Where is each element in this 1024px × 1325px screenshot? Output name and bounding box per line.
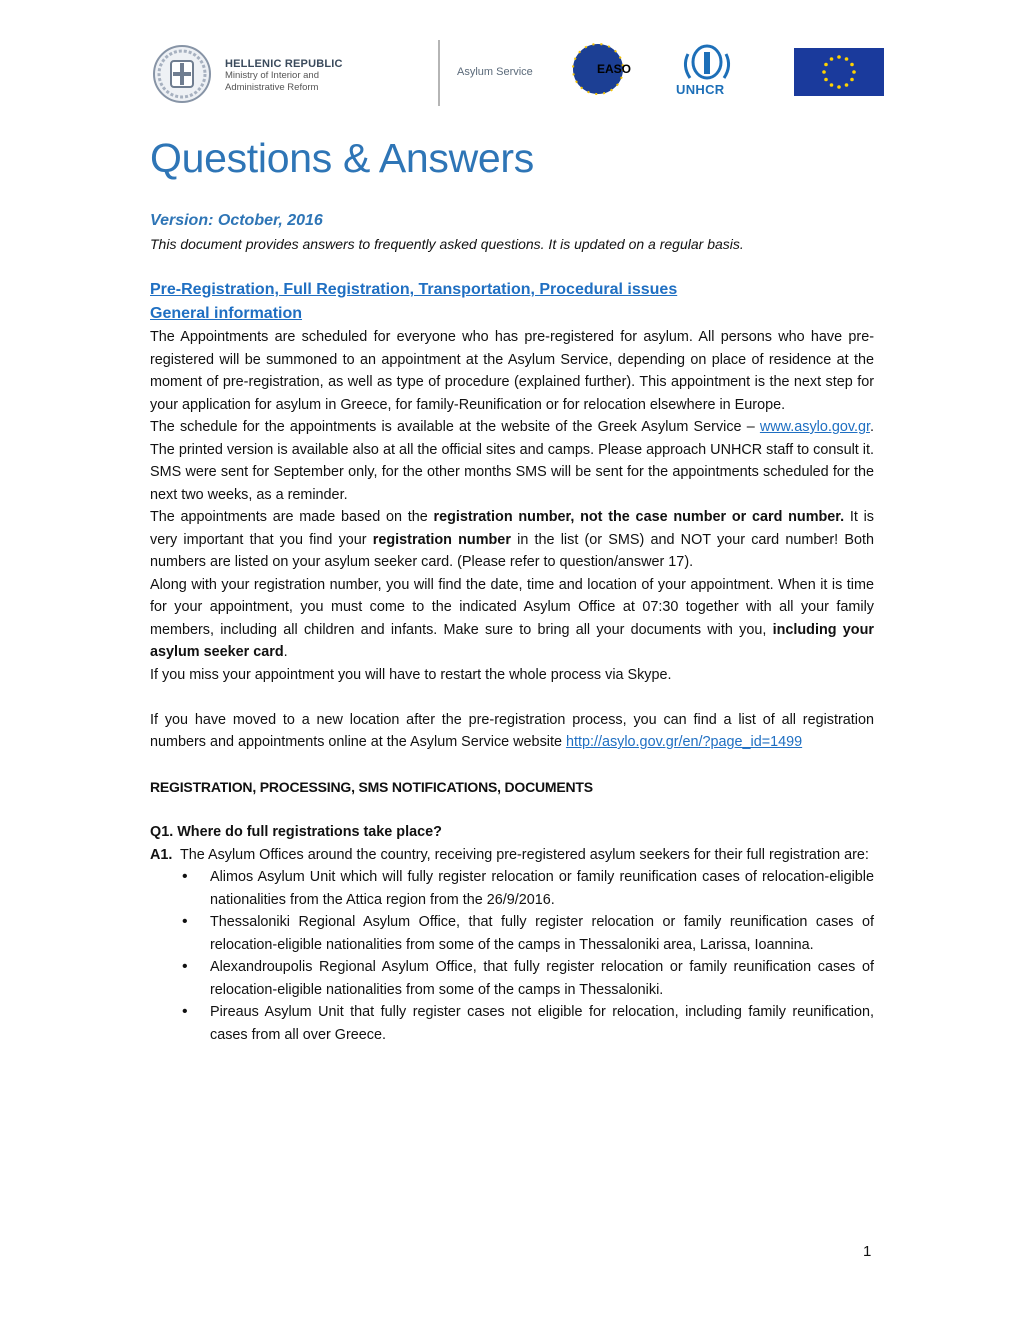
bullet-icon: •: [182, 958, 188, 975]
answer-1-label: A1.: [150, 846, 173, 863]
answer-1-text: The Asylum Offices around the country, receiving pre-registered asylum seekers for their full registration are:: [180, 846, 869, 863]
spacer: [150, 686, 874, 709]
regnum-text-2: It is very important that you find your: [150, 509, 874, 548]
unhcr-logo-text: UNHCR: [676, 82, 725, 97]
paragraph-appointments: The Appointments are scheduled for everyone who has pre-registered for asylum. All persons who have pre-registered will be summoned to an appointment at the Asylum Service, depending on place of residence at the moment of pre-registration, as well as type of procedure (explained further). This appointment is the next step for your application for asylum in Greece, for family-Reunification or for relocation elsewhere in Europe.: [150, 329, 874, 413]
question-1: Q1. Where do full registrations take place?: [150, 824, 442, 840]
paragraph-moved-location: [150, 709, 874, 754]
intro-text: This document provides answers to frequently asked questions. It is updated on a regular basis.: [150, 236, 744, 252]
paragraph-missed-appointment: If you miss your appointment you will have to restart the whole process via Skype.: [150, 666, 672, 683]
list-item-text: Thessaloniki Regional Asylum Office, that fully register relocation or family reunification cases of relocation-eligible nationalities from some of the camps in Thessaloniki area, Larissa, Ioannina.: [210, 914, 874, 953]
document-body: [150, 130, 874, 1046]
gov-line-2: Ministry of Interior and: [225, 70, 319, 81]
list-item: [182, 911, 874, 956]
list-item: [182, 956, 874, 1001]
gov-line-1: HELLENIC REPUBLIC: [225, 58, 343, 70]
details-text-2: .: [283, 644, 288, 660]
spacer: [150, 799, 874, 822]
spacer: [150, 754, 874, 777]
list-item-text: Alexandroupolis Regional Asylum Office, that fully register relocation or family reunification cases of relocation-eligible nationalities from some of the camps in Thessaloniki.: [210, 959, 874, 998]
regnum-bold-1: registration number, not the case number or card number.: [433, 509, 845, 525]
header-divider: [438, 40, 440, 106]
asylo-website-link[interactable]: www.asylo.gov.gr: [759, 419, 870, 435]
section-subtitle: General information: [150, 305, 303, 322]
page-number: 1: [863, 1243, 872, 1260]
page-title: Questions & Answers: [150, 135, 534, 181]
ministry-name: [225, 58, 343, 94]
details-bold: including your asylum seeker card: [150, 621, 874, 660]
bullet-icon: •: [182, 1003, 188, 1020]
logo-header: [0, 0, 1024, 120]
paragraph-appointment-details: [150, 574, 874, 664]
regnum-bold-2: registration number: [372, 531, 511, 548]
paragraph-schedule: [150, 416, 874, 506]
schedule-text-1: The schedule for the appointments is available at the website of the Greek Asylum Service –: [150, 419, 760, 435]
schedule-text-2: . The printed version is available also at all the official sites and camps. Please approach UNHCR staff to consult it. SMS were sent for September only, for the other months SMS will be sent for the appointments scheduled for the next two weeks, as a reminder.: [150, 419, 874, 503]
list-item-text: Pireaus Asylum Unit that fully register cases not eligible for relocation, including family reunification, cases from all over Greece.: [210, 1004, 874, 1043]
asylum-offices-list: [150, 866, 874, 1046]
details-text-1: Along with your registration number, you will find the date, time and location of your appointment. When it is time for your appointment, you must come to the indicated Asylum Office at 07:30 together with all your family members, including all children and infants. Make sure to bring all your documents with you,: [150, 576, 874, 638]
list-item: [182, 866, 874, 911]
list-item: [182, 1001, 874, 1046]
bullet-icon: •: [182, 913, 188, 930]
bullet-icon: •: [182, 868, 188, 885]
asylum-service-logo: Asylum Service: [457, 66, 533, 78]
moved-text: If you have moved to a new location after the pre-registration process, you can find a list of all registration numbers and appointments online at the Asylum Service website: [150, 711, 874, 750]
eu-flag-icon: [794, 48, 884, 96]
registration-section-heading: REGISTRATION, PROCESSING, SMS NOTIFICATIONS, DOCUMENTS: [150, 779, 593, 795]
section-title: Pre-Registration, Full Registration, Transportation, Procedural issues: [150, 281, 678, 298]
list-item-text: Alimos Asylum Unit which will fully register relocation or family reunification cases of relocation-eligible nationalities from the Attica region from the 26/9/2016.: [210, 869, 874, 908]
easo-logo-text: EASO: [597, 62, 632, 76]
greek-coat-of-arms-logo: [152, 44, 212, 104]
regnum-text-3: in the list (or SMS) and NOT your card number! Both numbers are listed on your asylum seeker card. (Please refer to question/answer 17).: [150, 531, 874, 570]
paragraph-registration-number: [150, 506, 874, 574]
gov-line-3: Administrative Reform: [225, 82, 319, 93]
appointments-list-link[interactable]: http://asylo.gov.gr/en/?page_id=1499: [565, 734, 803, 750]
answer-1: [150, 844, 874, 867]
version-line: Version: October, 2016: [150, 212, 323, 229]
regnum-text-1: The appointments are made based on the: [150, 509, 434, 525]
